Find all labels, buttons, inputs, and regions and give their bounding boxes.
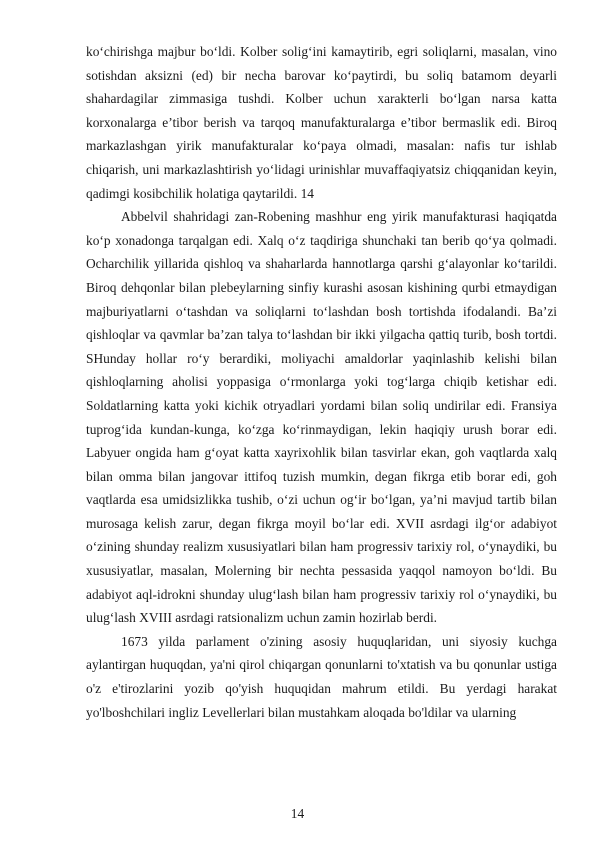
document-body [86,40,557,724]
paragraph-2: Abbelvil shahridagi zan-Robening mashhur eng yirik manufakturasi haqiqatda ko‘p xonadonga tarqalgan edi. Xalq o‘z taqdiriga shunchaki tan berib qo‘ya qolmadi. Ocharchilik yillarida qishloq va shaharlarda hannotlarga qarshi g‘alayonlar ko‘tarildi. Biroq dehqonlar bilan plebeylarning sinfiy kurashi asosan kishining qurbi etmaydigan majburiyatlarni o‘tashdan va soliqlarni to‘lashdan bosh tortishda ifodalandi. Ba’zi qishloqlar va qavmlar ba’zan talya to‘lashdan bir ikki yilgacha qattiq turib, bosh tortdi. SHunday hollar ro‘y berardiki, moliyachi amaldorlar yaqinlashib kelishi bilan qishloqlarning aholisi yoppasiga o‘rmonlarga yoki tog‘larga chiqib ketishar edi. Soldatlarning katta yoki kichik otryadlari yordami bilan soliq undirilar edi. Fransiya tuprog‘ida kundan-kunga, ko‘zga ko‘rinmaydigan, lekin haqiqiy urush borar edi. Labyuer ongida ham g‘oyat katta xayrixohlik bilan tasvirlar ekan, goh vaqtlarda xalq bilan omma bilan jangovar ittifoq tuzish mumkin, degan fikrga etib borar edi, goh vaqtlarda esa umidsizlikka tushib, o‘zi uchun og‘ir bo‘lgan, ya’ni mavjud tartib bilan murosaga kelish zarur, degan fikrga moyil bo‘lar edi. XVII asrdagi ilg‘or adabiyot o‘zining shunday realizm xususiyatlari bilan ham progressiv tarixiy rol, o‘ynaydiki, bu xususiyatlar, masalan, Molerning bir nechta pessasida yaqqol namoyon bo‘ldi. Bu adabiyot aql-idrokni shunday ulug‘lash bilan ham progressiv tarixiy rol o‘ynaydiki, bu ulug‘lash XVIII asrdagi ratsionalizm uchun zamin hozirlab berdi. [86,209,557,626]
paragraph-3: 1673 yilda parlament o'zining asosiy huquqlaridan, uni siyosiy kuchga aylantirgan huquqdan, ya'ni qirol chiqargan qonunlarni to'xtatish va bu qonunlar ustiga o'z e'tirozlarini yozib qo'yish huquqidan mahrum etildi. Bu yerdagi harakat yo'lboshchilari ingliz Levellerlari bilan mustahkam aloqada bo'ldilar va ularning [86,633,557,720]
page-number: 14 [290,806,305,821]
paragraph-1: ko‘chirishga majbur bo‘ldi. Kolber solig‘ini kamaytirib, egri soliqlarni, masalan, vino sotishdan aksizni (ed) bir necha barovar ko‘paytirdi, bu soliq batamom deyarli shahardagilar zimmasiga tushdi. Kolber uchun xarakterli bo‘lgan narsa katta korxonalarga e’tibor berish va tarqoq manufakturalarga e’tibor bermaslik edi. Biroq markazlashgan yirik manufakturalar ko‘paya olmadi, masalan: nafis tur ishlab chiqarish, uni markazlashtirish yo‘lidagi urinishlar muvaffaqiyatsiz chiqqanidan keyin, qadimgi kosibchilik holatiga qaytarildi. 14 [86,44,557,201]
